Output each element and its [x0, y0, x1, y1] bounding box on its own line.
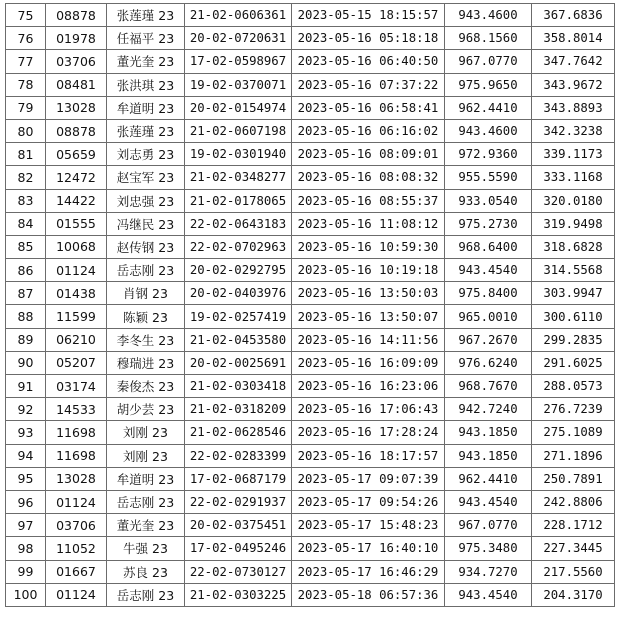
- band-number-cell: 20-02-0403976: [185, 282, 292, 305]
- owner-name-cell: 岳志刚 23: [107, 583, 185, 606]
- ring-id-cell: 05659: [46, 143, 107, 166]
- arrival-time-cell: 2023-05-16 18:17:57: [292, 444, 445, 467]
- owner-name-cell: 董光奎 23: [107, 50, 185, 73]
- arrival-time-cell: 2023-05-16 13:50:03: [292, 282, 445, 305]
- rank-cell: 78: [6, 73, 46, 96]
- speed-cell: 271.1896: [532, 444, 615, 467]
- ring-id-cell: 03706: [46, 50, 107, 73]
- ring-id-cell: 11698: [46, 421, 107, 444]
- rank-cell: 87: [6, 282, 46, 305]
- speed-cell: 347.7642: [532, 50, 615, 73]
- distance-cell: 968.7670: [445, 375, 532, 398]
- owner-name-cell: 赵传钢 23: [107, 235, 185, 258]
- band-number-cell: 17-02-0598967: [185, 50, 292, 73]
- speed-cell: 204.3170: [532, 583, 615, 606]
- distance-cell: 968.6400: [445, 235, 532, 258]
- ring-id-cell: 08878: [46, 119, 107, 142]
- ring-id-cell: 01438: [46, 282, 107, 305]
- table-row: [6, 282, 615, 305]
- race-results-table: [5, 3, 615, 607]
- distance-cell: 976.6240: [445, 351, 532, 374]
- rank-cell: 97: [6, 514, 46, 537]
- speed-cell: 319.9498: [532, 212, 615, 235]
- rank-cell: 80: [6, 119, 46, 142]
- table-row: [6, 235, 615, 258]
- distance-cell: 975.2730: [445, 212, 532, 235]
- distance-cell: 965.0010: [445, 305, 532, 328]
- rank-cell: 85: [6, 235, 46, 258]
- distance-cell: 943.4540: [445, 490, 532, 513]
- rank-cell: 76: [6, 27, 46, 50]
- distance-cell: 962.4410: [445, 96, 532, 119]
- band-number-cell: 20-02-0025691: [185, 351, 292, 374]
- speed-cell: 358.8014: [532, 27, 615, 50]
- ring-id-cell: 05207: [46, 351, 107, 374]
- owner-name-cell: 任福平 23: [107, 27, 185, 50]
- ring-id-cell: 01124: [46, 583, 107, 606]
- distance-cell: 962.4410: [445, 467, 532, 490]
- band-number-cell: 22-02-0730127: [185, 560, 292, 583]
- speed-cell: 228.1712: [532, 514, 615, 537]
- arrival-time-cell: 2023-05-16 10:59:30: [292, 235, 445, 258]
- owner-name-cell: 董光奎 23: [107, 514, 185, 537]
- arrival-time-cell: 2023-05-18 06:57:36: [292, 583, 445, 606]
- speed-cell: 217.5560: [532, 560, 615, 583]
- distance-cell: 943.1850: [445, 444, 532, 467]
- band-number-cell: 19-02-0257419: [185, 305, 292, 328]
- ring-id-cell: 11052: [46, 537, 107, 560]
- distance-cell: 975.8400: [445, 282, 532, 305]
- rank-cell: 82: [6, 166, 46, 189]
- distance-cell: 955.5590: [445, 166, 532, 189]
- ring-id-cell: 14422: [46, 189, 107, 212]
- ring-id-cell: 01555: [46, 212, 107, 235]
- owner-name-cell: 岳志刚 23: [107, 490, 185, 513]
- table-row: [6, 583, 615, 606]
- owner-name-cell: 陈颖 23: [107, 305, 185, 328]
- ring-id-cell: 01124: [46, 490, 107, 513]
- table-row: [6, 421, 615, 444]
- owner-name-cell: 秦俊杰 23: [107, 375, 185, 398]
- distance-cell: 967.2670: [445, 328, 532, 351]
- band-number-cell: 21-02-0453580: [185, 328, 292, 351]
- rank-cell: 93: [6, 421, 46, 444]
- owner-name-cell: 牛强 23: [107, 537, 185, 560]
- distance-cell: 975.9650: [445, 73, 532, 96]
- band-number-cell: 22-02-0291937: [185, 490, 292, 513]
- ring-id-cell: 06210: [46, 328, 107, 351]
- band-number-cell: 22-02-0643183: [185, 212, 292, 235]
- ring-id-cell: 08481: [46, 73, 107, 96]
- owner-name-cell: 胡少芸 23: [107, 398, 185, 421]
- band-number-cell: 17-02-0687179: [185, 467, 292, 490]
- table-row: [6, 189, 615, 212]
- band-number-cell: 20-02-0375451: [185, 514, 292, 537]
- speed-cell: 250.7891: [532, 467, 615, 490]
- table-row: [6, 305, 615, 328]
- ring-id-cell: 03706: [46, 514, 107, 537]
- rank-cell: 98: [6, 537, 46, 560]
- arrival-time-cell: 2023-05-15 18:15:57: [292, 4, 445, 27]
- band-number-cell: 19-02-0370071: [185, 73, 292, 96]
- arrival-time-cell: 2023-05-17 15:48:23: [292, 514, 445, 537]
- band-number-cell: 21-02-0178065: [185, 189, 292, 212]
- speed-cell: 333.1168: [532, 166, 615, 189]
- arrival-time-cell: 2023-05-16 13:50:07: [292, 305, 445, 328]
- distance-cell: 943.4600: [445, 4, 532, 27]
- rank-cell: 96: [6, 490, 46, 513]
- distance-cell: 934.7270: [445, 560, 532, 583]
- table-row: [6, 444, 615, 467]
- table-body: [6, 4, 615, 607]
- band-number-cell: 19-02-0301940: [185, 143, 292, 166]
- arrival-time-cell: 2023-05-16 08:55:37: [292, 189, 445, 212]
- speed-cell: 242.8806: [532, 490, 615, 513]
- rank-cell: 94: [6, 444, 46, 467]
- arrival-time-cell: 2023-05-16 08:09:01: [292, 143, 445, 166]
- distance-cell: 967.0770: [445, 50, 532, 73]
- table-row: [6, 27, 615, 50]
- ring-id-cell: 01124: [46, 259, 107, 282]
- band-number-cell: 22-02-0702963: [185, 235, 292, 258]
- speed-cell: 303.9947: [532, 282, 615, 305]
- arrival-time-cell: 2023-05-16 10:19:18: [292, 259, 445, 282]
- ring-id-cell: 08878: [46, 4, 107, 27]
- table-row: [6, 351, 615, 374]
- owner-name-cell: 穆瑞进 23: [107, 351, 185, 374]
- speed-cell: 276.7239: [532, 398, 615, 421]
- distance-cell: 967.0770: [445, 514, 532, 537]
- distance-cell: 933.0540: [445, 189, 532, 212]
- distance-cell: 968.1560: [445, 27, 532, 50]
- table-row: [6, 537, 615, 560]
- owner-name-cell: 刘刚 23: [107, 421, 185, 444]
- table-row: [6, 166, 615, 189]
- ring-id-cell: 03174: [46, 375, 107, 398]
- ring-id-cell: 01667: [46, 560, 107, 583]
- table-row: [6, 73, 615, 96]
- speed-cell: 318.6828: [532, 235, 615, 258]
- table-row: [6, 328, 615, 351]
- distance-cell: 943.4540: [445, 259, 532, 282]
- ring-id-cell: 10068: [46, 235, 107, 258]
- speed-cell: 367.6836: [532, 4, 615, 27]
- table-row: [6, 119, 615, 142]
- rank-cell: 90: [6, 351, 46, 374]
- owner-name-cell: 李冬生 23: [107, 328, 185, 351]
- arrival-time-cell: 2023-05-17 16:46:29: [292, 560, 445, 583]
- band-number-cell: 21-02-0607198: [185, 119, 292, 142]
- rank-cell: 75: [6, 4, 46, 27]
- ring-id-cell: 11599: [46, 305, 107, 328]
- rank-cell: 88: [6, 305, 46, 328]
- rank-cell: 92: [6, 398, 46, 421]
- band-number-cell: 17-02-0495246: [185, 537, 292, 560]
- ring-id-cell: 14533: [46, 398, 107, 421]
- rank-cell: 81: [6, 143, 46, 166]
- distance-cell: 943.4540: [445, 583, 532, 606]
- arrival-time-cell: 2023-05-16 07:37:22: [292, 73, 445, 96]
- band-number-cell: 20-02-0292795: [185, 259, 292, 282]
- arrival-time-cell: 2023-05-16 06:16:02: [292, 119, 445, 142]
- band-number-cell: 21-02-0303418: [185, 375, 292, 398]
- rank-cell: 77: [6, 50, 46, 73]
- speed-cell: 343.9672: [532, 73, 615, 96]
- speed-cell: 339.1173: [532, 143, 615, 166]
- arrival-time-cell: 2023-05-17 09:07:39: [292, 467, 445, 490]
- owner-name-cell: 牟道明 23: [107, 96, 185, 119]
- ring-id-cell: 01978: [46, 27, 107, 50]
- race-results-table-container: [5, 3, 615, 607]
- distance-cell: 943.1850: [445, 421, 532, 444]
- band-number-cell: 20-02-0720631: [185, 27, 292, 50]
- arrival-time-cell: 2023-05-16 16:09:09: [292, 351, 445, 374]
- arrival-time-cell: 2023-05-16 17:06:43: [292, 398, 445, 421]
- owner-name-cell: 岳志刚 23: [107, 259, 185, 282]
- arrival-time-cell: 2023-05-16 05:18:18: [292, 27, 445, 50]
- band-number-cell: 21-02-0348277: [185, 166, 292, 189]
- table-row: [6, 4, 615, 27]
- table-row: [6, 212, 615, 235]
- ring-id-cell: 13028: [46, 96, 107, 119]
- distance-cell: 943.4600: [445, 119, 532, 142]
- speed-cell: 227.3445: [532, 537, 615, 560]
- owner-name-cell: 张莲瑾 23: [107, 119, 185, 142]
- speed-cell: 342.3238: [532, 119, 615, 142]
- band-number-cell: 21-02-0628546: [185, 421, 292, 444]
- owner-name-cell: 苏良 23: [107, 560, 185, 583]
- arrival-time-cell: 2023-05-16 17:28:24: [292, 421, 445, 444]
- band-number-cell: 21-02-0318209: [185, 398, 292, 421]
- speed-cell: 343.8893: [532, 96, 615, 119]
- table-row: [6, 490, 615, 513]
- owner-name-cell: 牟道明 23: [107, 467, 185, 490]
- rank-cell: 95: [6, 467, 46, 490]
- arrival-time-cell: 2023-05-16 06:58:41: [292, 96, 445, 119]
- arrival-time-cell: 2023-05-16 11:08:12: [292, 212, 445, 235]
- owner-name-cell: 肖钢 23: [107, 282, 185, 305]
- distance-cell: 975.3480: [445, 537, 532, 560]
- table-row: [6, 259, 615, 282]
- table-row: [6, 375, 615, 398]
- arrival-time-cell: 2023-05-16 14:11:56: [292, 328, 445, 351]
- table-row: [6, 96, 615, 119]
- owner-name-cell: 刘志勇 23: [107, 143, 185, 166]
- rank-cell: 91: [6, 375, 46, 398]
- arrival-time-cell: 2023-05-17 09:54:26: [292, 490, 445, 513]
- arrival-time-cell: 2023-05-17 16:40:10: [292, 537, 445, 560]
- rank-cell: 86: [6, 259, 46, 282]
- ring-id-cell: 11698: [46, 444, 107, 467]
- ring-id-cell: 13028: [46, 467, 107, 490]
- owner-name-cell: 刘刚 23: [107, 444, 185, 467]
- table-row: [6, 398, 615, 421]
- rank-cell: 79: [6, 96, 46, 119]
- speed-cell: 291.6025: [532, 351, 615, 374]
- owner-name-cell: 刘忠强 23: [107, 189, 185, 212]
- rank-cell: 99: [6, 560, 46, 583]
- speed-cell: 275.1089: [532, 421, 615, 444]
- speed-cell: 299.2835: [532, 328, 615, 351]
- rank-cell: 100: [6, 583, 46, 606]
- band-number-cell: 20-02-0154974: [185, 96, 292, 119]
- band-number-cell: 21-02-0606361: [185, 4, 292, 27]
- band-number-cell: 21-02-0303225: [185, 583, 292, 606]
- ring-id-cell: 12472: [46, 166, 107, 189]
- owner-name-cell: 赵宝军 23: [107, 166, 185, 189]
- table-row: [6, 467, 615, 490]
- speed-cell: 320.0180: [532, 189, 615, 212]
- table-row: [6, 560, 615, 583]
- arrival-time-cell: 2023-05-16 06:40:50: [292, 50, 445, 73]
- rank-cell: 89: [6, 328, 46, 351]
- rank-cell: 83: [6, 189, 46, 212]
- table-row: [6, 514, 615, 537]
- speed-cell: 288.0573: [532, 375, 615, 398]
- owner-name-cell: 冯继民 23: [107, 212, 185, 235]
- speed-cell: 314.5568: [532, 259, 615, 282]
- owner-name-cell: 张莲瑾 23: [107, 4, 185, 27]
- rank-cell: 84: [6, 212, 46, 235]
- distance-cell: 972.9360: [445, 143, 532, 166]
- table-row: [6, 143, 615, 166]
- arrival-time-cell: 2023-05-16 08:08:32: [292, 166, 445, 189]
- table-row: [6, 50, 615, 73]
- speed-cell: 300.6110: [532, 305, 615, 328]
- distance-cell: 942.7240: [445, 398, 532, 421]
- owner-name-cell: 张洪琪 23: [107, 73, 185, 96]
- arrival-time-cell: 2023-05-16 16:23:06: [292, 375, 445, 398]
- band-number-cell: 22-02-0283399: [185, 444, 292, 467]
